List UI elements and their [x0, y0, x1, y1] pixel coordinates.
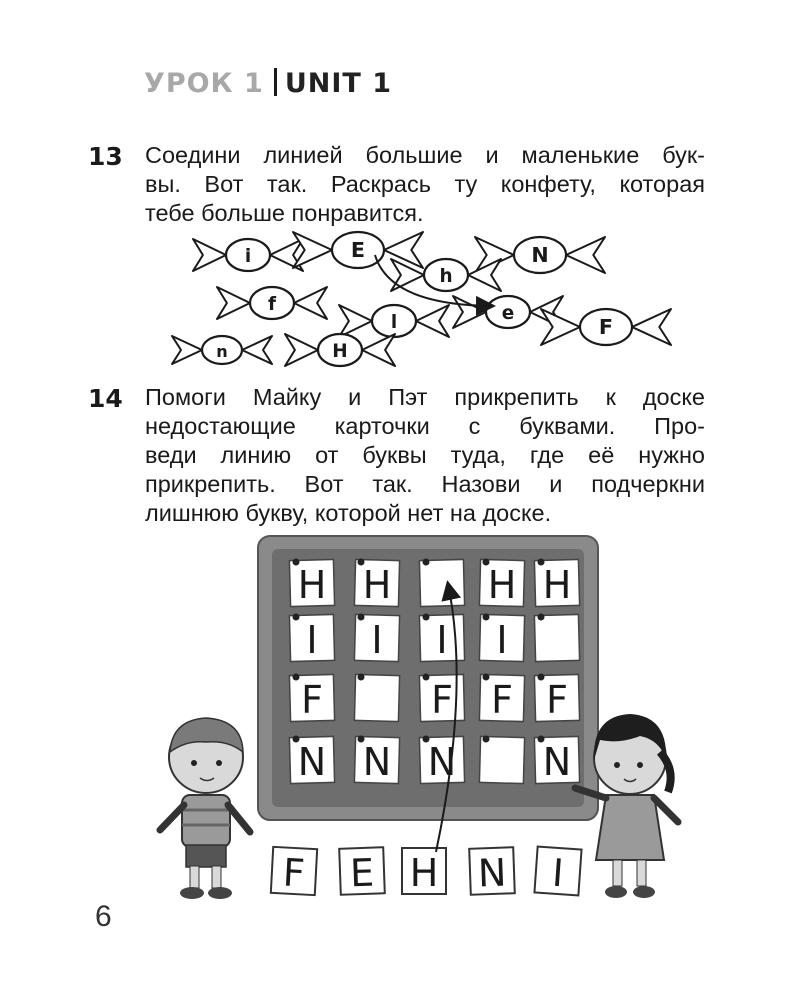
task-14-number: 14	[88, 384, 123, 413]
task-14-line: прикрепить. Вот так. Назови и подчеркни	[145, 471, 705, 497]
loose-letter-card[interactable]	[402, 848, 446, 895]
board-card[interactable]	[419, 736, 464, 785]
loose-letter-card[interactable]	[339, 847, 385, 896]
loose-letter-card[interactable]	[469, 847, 515, 896]
candy-letter: H	[332, 341, 348, 362]
task-14-line: лишнюю букву, которой нет на доске.	[145, 500, 552, 526]
loose-card-letter: I	[550, 850, 565, 896]
board-card-letter: H	[297, 563, 327, 607]
board-card[interactable]	[479, 614, 524, 663]
board-card[interactable]	[354, 736, 399, 785]
task-13-number: 13	[88, 142, 123, 171]
candy-letter: N	[531, 243, 549, 267]
board-card-letter: I	[371, 618, 383, 662]
page-number: 6	[95, 900, 112, 933]
candy-letter: h	[439, 266, 453, 287]
board-card-letter: F	[301, 678, 323, 722]
board-card[interactable]	[534, 674, 579, 723]
board-card[interactable]	[354, 559, 399, 608]
board-card[interactable]	[289, 559, 334, 608]
empty-card-slot[interactable]	[479, 736, 524, 784]
task-14-line: Помоги Майку и Пэт прикрепить к доске	[145, 384, 705, 410]
candy-letter: i	[244, 246, 252, 267]
board-card[interactable]	[534, 559, 579, 608]
candy-letter: e	[501, 303, 515, 324]
board-card-letter: F	[491, 678, 513, 722]
lesson-title-en: UNIT 1	[284, 68, 392, 99]
task-13-line: тебе больше понравится.	[145, 200, 424, 226]
task-14-line: веди линию от буквы туда, где её нужно	[145, 442, 705, 468]
board-card[interactable]	[479, 674, 524, 723]
board-card-letter: H	[542, 563, 572, 607]
empty-card-slot[interactable]	[354, 674, 399, 722]
loose-card-letter: F	[281, 850, 306, 896]
board-card[interactable]	[289, 614, 334, 663]
task-14-line: недостающие карточки с буквами. Про-	[145, 413, 705, 439]
board-card-letter: F	[431, 678, 453, 722]
board-card-letter: I	[496, 618, 508, 662]
board-card-letter: I	[436, 618, 448, 662]
candy-letter: l	[390, 312, 398, 333]
empty-card-slot[interactable]	[534, 614, 579, 662]
candy-letter: f	[267, 294, 277, 315]
board-card-letter: F	[546, 678, 568, 722]
board-card[interactable]	[289, 736, 334, 785]
board-card-letter: I	[306, 618, 318, 662]
board-card[interactable]	[419, 614, 464, 663]
board-card-letter: N	[362, 740, 392, 784]
candy-letter: E	[350, 238, 366, 262]
loose-card-letter: N	[477, 850, 508, 896]
loose-card-letter: H	[409, 851, 439, 895]
board-card-letter: H	[362, 563, 392, 607]
board-card-letter: N	[542, 740, 572, 784]
board-card-letter: N	[427, 740, 457, 784]
task-13-line: вы. Вот так. Раскрась ту конфету, которая	[145, 171, 705, 197]
loose-letter-card[interactable]	[534, 847, 581, 897]
candy-letter: n	[216, 342, 228, 361]
board-card[interactable]	[354, 614, 399, 663]
board-card[interactable]	[479, 559, 524, 608]
board-card-letter: H	[487, 563, 517, 607]
loose-letter-card[interactable]	[271, 847, 317, 896]
boy-mike	[160, 718, 250, 899]
board-card-letter: N	[297, 740, 327, 784]
board-card[interactable]	[419, 674, 464, 723]
empty-card-slot[interactable]	[419, 559, 464, 607]
loose-card-letter: E	[349, 850, 375, 896]
candy-letter: F	[598, 315, 614, 339]
board-card[interactable]	[289, 674, 334, 723]
task-13-line: Соедини линией большие и маленькие бук-	[145, 142, 705, 168]
board-card[interactable]	[534, 736, 579, 785]
lesson-title-ru: УРОК 1	[144, 68, 264, 99]
